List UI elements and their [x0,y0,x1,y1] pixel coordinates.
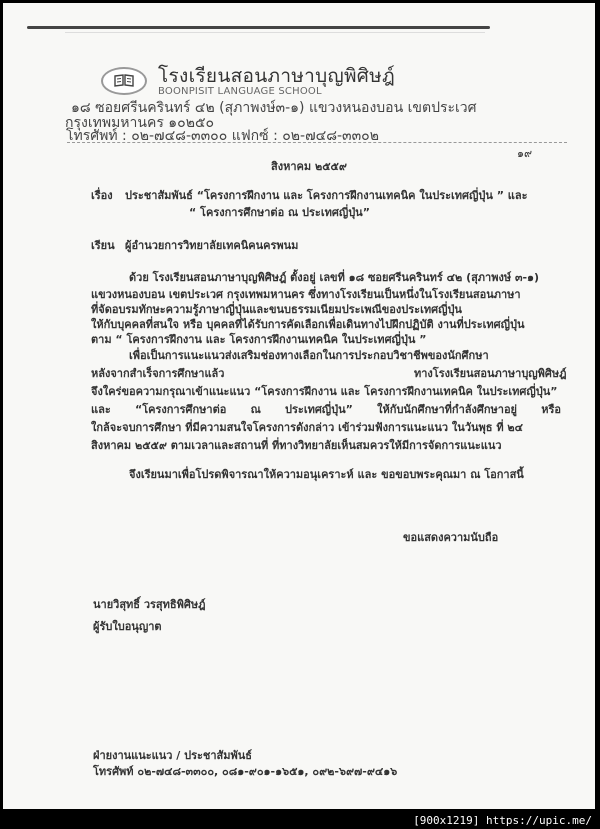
subject-line-2: “ โครงการศึกษาต่อ ณ ประเทศญี่ปุ่น” [189,206,370,219]
scan-artifact-line [65,32,485,33]
body-paragraph-1-line-1: ด้วย โรงเรียนสอนภาษาบุญพิศิษฎ์ ตั้งอยู่ เลขที่ ๑๘ ซอยศรีนครินทร์ ๔๒ (สุภาพงษ์ ๓-๑) [129,271,540,284]
footer-phones: โทรศัพท์ ๐๒-๗๔๘-๓๓๐๐, ๐๘๑-๙๐๑-๑๖๕๑, ๐๙๒-๖๙๗-๙๔๑๖ [93,765,398,778]
school-name-english: BOONPISIT LANGUAGE SCHOOL [158,86,322,97]
signer-name: นายวิสุทธิ์ วรสุทธิพิศิษฎ์ [93,598,206,611]
body-paragraph-2-line-1: เพื่อเป็นการแนะแนวส่งเสริมช่องทางเลือกในการประกอบวิชาชีพของนักศึกษา [129,349,489,362]
recipient-label: เรียน [91,239,115,252]
body-paragraph-1-line-4: ให้กับบุคคลที่สนใจ หรือ บุคคลที่ได้รับการคัดเลือกเพื่อเดินทางไปฝึกปฏิบัติ งานที่ประเทศญี่ปุ่น [91,318,525,331]
signer-title: ผู้รับใบอนุญาต [93,620,162,633]
signoff: ขอแสดงความนับถือ [403,531,499,544]
school-book-logo-icon [101,67,147,95]
body-paragraph-2-line-2a: หลังจากสำเร็จการศึกษาแล้ว [91,367,225,380]
body-paragraph-2-line-2b: ทางโรงเรียนสอนภาษาบุญพิศิษฎ์ [414,367,567,380]
body-paragraph-1-line-3: ที่จัดอบรมทักษะความรู้ภาษาญี่ปุ่นและขนบธรรมเนียมประเพณีของประเทศญี่ปุ่น [91,303,462,316]
footer-department: ฝ่ายงานแนะแนว / ประชาสัมพันธ์ [93,749,253,762]
closing-paragraph: จึงเรียนมาเพื่อโปรดพิจารณาให้ความอนุเคราะห์ และ ขอขอบพระคุณมา ณ โอกาสนี้ [129,468,524,481]
recipient-value: ผู้อำนวยการวิทยาลัยเทคนิคนครพนม [125,239,299,252]
subject-label: เรื่อง [91,189,113,202]
body-paragraph-1-line-2: แขวงหนองบอน เขตประเวศ กรุงเทพมหานคร ซึ่งทางโรงเรียนเป็นหนึ่งในโรงเรียนสอนภาษา [91,288,521,301]
image-host-watermark: [900x1219] https://upic.me/ [413,814,592,827]
justified-word: ให้กับนักศึกษาที่กำลังศึกษาอยู่ [377,403,517,416]
justified-word: “โครงการศึกษาต่อ [134,403,227,416]
subject-line-1: ประชาสัมพันธ์ “โครงการฝึกงาน และ โครงการฝึกงานเทคนิค ในประเทศญี่ปุ่น ” และ [125,189,528,202]
justified-word: ณ [250,403,261,416]
school-name-thai: โรงเรียนสอนภาษาบุญพิศิษฎ์ [158,65,396,87]
letter-date: สิงหาคม ๒๕๕๙ [271,160,347,173]
justified-word: หรือ [541,403,561,416]
letterhead-phone-fax: โทรศัพท์ : ๐๒-๗๔๘-๓๓๐๐ แฟกซ์ : ๐๒-๗๔๘-๓๓๐๒ [66,128,379,144]
document-number: ๑๙ [517,147,533,160]
document-page [3,3,595,809]
body-paragraph-1-line-5: ตาม “ โครงการฝึกงาน และ โครงการฝึกงานเทคนิค ในประเทศญี่ปุ่น ” [91,333,427,346]
body-paragraph-2-line-4 [91,400,561,418]
body-paragraph-2-line-6: สิงหาคม ๒๕๕๙ ตามเวลาและสถานที่ ที่ทางวิทยาลัยเห็นสมควรให้มีการจัดการแนะแนว [91,439,502,452]
address-line-1: ๑๘ ซอยศรีนครินทร์ ๔๒ (สุภาพงษ์๓-๑) แขวงหนองบอน เขตประเวศ [71,100,477,116]
top-scan-rule [27,26,490,29]
justified-word: ประเทศญี่ปุ่น” [285,403,353,416]
body-paragraph-2-line-5: ใกล้จะจบการศึกษา ที่มีความสนใจโครงการดังกล่าว เข้าร่วมฟังการแนะแนว ในวันพุธ ที่ ๒๔ [91,421,523,434]
justified-word: และ [91,403,111,416]
address-line-2: กรุงเทพมหานคร ๑๐๒๕๐ [65,115,215,131]
body-paragraph-2-line-3: จึงใคร่ขอความกรุณาเข้าแนะแนว “โครงการฝึกงาน และ โครงการฝึกงานเทคนิค ในประเทศญี่ปุ่น” [91,385,558,398]
letterhead-divider [67,142,567,144]
